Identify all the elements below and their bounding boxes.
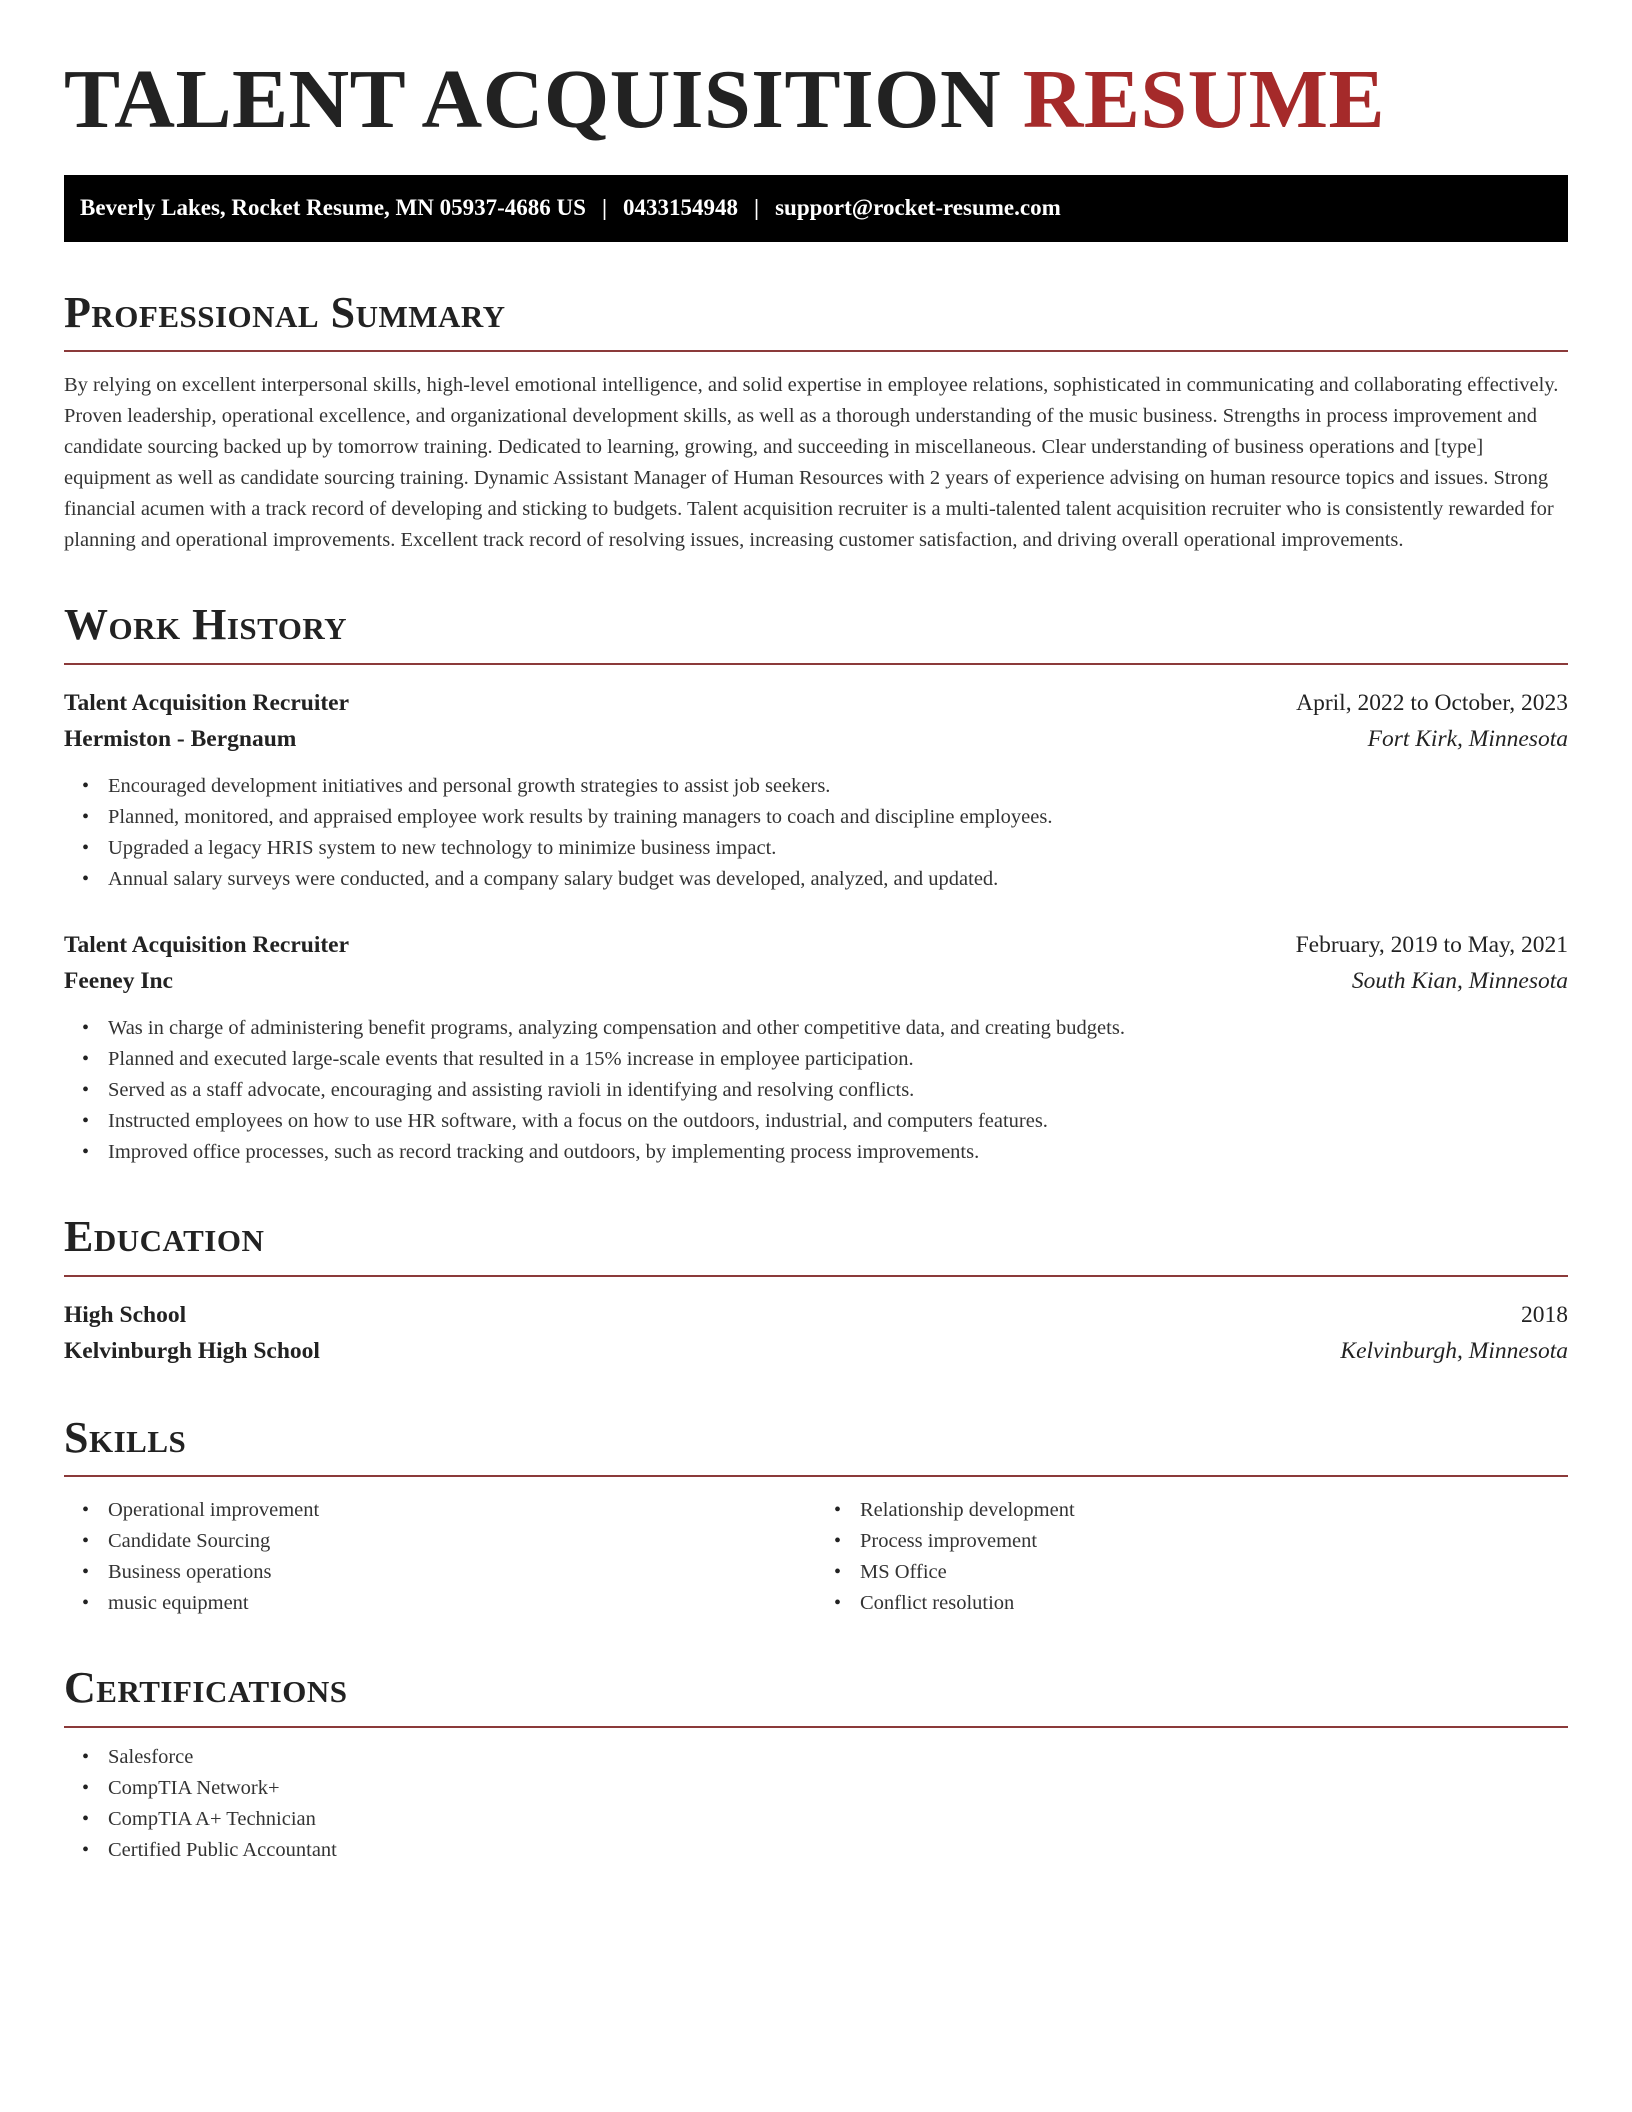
certification-item: • Salesforce [108,1742,1568,1773]
work-history-heading: Work History [64,600,1568,665]
skills-section [64,1413,1568,1620]
education-section [64,1212,1568,1369]
certification-item: • Certified Public Accountant [108,1835,1568,1866]
job-bullet: • Planned, monitored, and appraised employee work results by training managers to coach and discipline employees. [108,802,1568,833]
summary-heading: Professional Summary [64,288,1568,353]
job-location: South Kian, Minnesota [1351,967,1568,994]
education-school: Kelvinburgh High School [64,1337,320,1364]
job-bullet: • Improved office processes, such as record tracking and outdoors, by implementing process improvements. [108,1137,1568,1168]
skill-item: • Candidate Sourcing [108,1526,816,1557]
job-dates: April, 2022 to October, 2023 [1296,689,1568,716]
skill-item: • Conflict resolution [860,1588,1568,1619]
certifications-heading: Certifications [64,1663,1568,1728]
skill-item: • Relationship development [860,1495,1568,1526]
skill-item: • Process improvement [860,1526,1568,1557]
summary-text: By relying on excellent interpersonal skills, high-level emotional intelligence, and solid expertise in employee relations, sophisticated in communicating and collaborating effectively. Proven leadership, operational excellence, and organizational development skills, as well as a thorough understanding of the music business. Strengths in process improvement and candidate sourcing backed up by tomorrow training. Dedicated to learning, growing, and succeeding in miscellaneous. Clear understanding of business operations and [type] equipment as well as candidate sourcing training. Dynamic Assistant Manager of Human Resources with 2 years of experience advising on human resource topics and issues. Strong financial acumen with a track record of developing and sticking to budgets. Talent acquisition recruiter is a multi-talented talent acquisition recruiter who is consistently rewarded for planning and operational improvements. Excellent track record of resolving issues, increasing customer satisfaction, and driving overall operational improvements. [64,374,1559,552]
contact-phone: 0433154948 [623,195,739,221]
skill-item: • music equipment [108,1588,816,1619]
resume-title-main: TALENT ACQUISITION [64,53,1002,146]
job-role: Talent Acquisition Recruiter [64,689,350,716]
education-entry [64,1297,1568,1369]
resume-title [64,50,1568,151]
job-company-row [64,963,1568,999]
skill-item: • Business operations [108,1557,816,1588]
job-header-row [64,685,1568,721]
education-location: Kelvinburgh, Minnesota [1340,1337,1568,1364]
contact-separator: | [754,195,760,221]
skills-grid [64,1495,1568,1619]
resume-title-accent: RESUME [1022,53,1386,146]
education-degree: High School [64,1301,187,1328]
skills-left-column [64,1495,816,1619]
job-bullet: • Annual salary surveys were conducted, and a company salary budget was developed, analyzed, and updated. [108,864,1568,895]
job-bullet: • Instructed employees on how to use HR software, with a focus on the outdoors, industrial, and computers features. [108,1106,1568,1137]
job-entry [64,927,1568,1168]
skill-item: • MS Office [860,1557,1568,1588]
certification-item: • CompTIA Network+ [108,1773,1568,1804]
job-bullet: • Upgraded a legacy HRIS system to new technology to minimize business impact. [108,833,1568,864]
contact-address: Beverly Lakes, Rocket Resume, MN 05937-4686 US [80,195,586,221]
job-bullets [64,771,1568,895]
education-header-row [64,1297,1568,1333]
job-company: Feeney Inc [64,967,173,994]
job-location: Fort Kirk, Minnesota [1367,725,1568,752]
contact-email: support@rocket-resume.com [775,195,1061,221]
education-school-row [64,1333,1568,1369]
summary-section [64,288,1568,557]
certifications-section [64,1663,1568,1866]
contact-separator: | [601,195,608,221]
contact-bar [64,175,1568,242]
job-dates: February, 2019 to May, 2021 [1295,931,1568,958]
education-heading: Education [64,1212,1568,1277]
certification-item: • CompTIA A+ Technician [108,1804,1568,1835]
job-bullet: • Served as a staff advocate, encouraging and assisting ravioli in identifying and resolving conflicts. [108,1075,1568,1106]
job-company-row [64,721,1568,757]
job-bullet: • Was in charge of administering benefit programs, analyzing compensation and other competitive data, and creating budgets. [108,1013,1568,1044]
certifications-list [64,1742,1568,1866]
education-year: 2018 [1521,1301,1568,1328]
skills-heading: Skills [64,1413,1568,1478]
job-entry [64,685,1568,895]
skills-right-column [816,1495,1568,1619]
job-bullets [64,1013,1568,1168]
job-role: Talent Acquisition Recruiter [64,931,350,958]
job-company: Hermiston - Bergnaum [64,725,297,752]
work-history-section [64,600,1568,1168]
job-bullet: • Encouraged development initiatives and personal growth strategies to assist job seekers. [108,771,1568,802]
skill-item: • Operational improvement [108,1495,816,1526]
job-bullet: • Planned and executed large-scale events that resulted in a 15% increase in employee participation. [108,1044,1568,1075]
job-header-row [64,927,1568,963]
